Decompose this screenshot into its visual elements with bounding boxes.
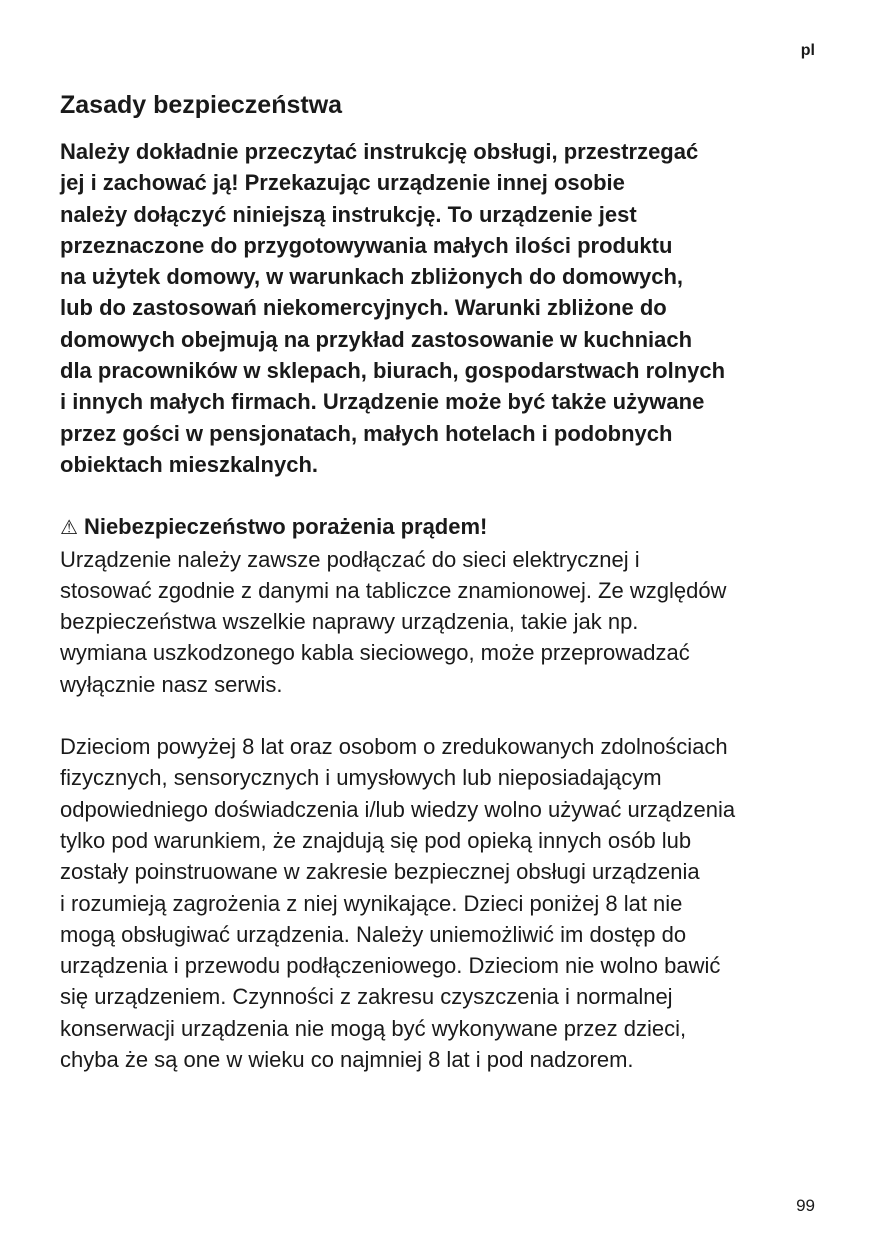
warning-line: wyłącznie nasz serwis. bbox=[60, 671, 283, 697]
children-line: zostały poinstruowane w zakresie bezpiecznej obsługi urządzenia bbox=[60, 859, 700, 885]
intro-line: przez gości w pensjonatach, małych hotelach i podobnych bbox=[60, 420, 673, 446]
children-line: urządzenia i przewodu podłączeniowego. Dzieciom nie wolno bawić bbox=[60, 953, 721, 979]
warning-heading-text: Niebezpieczeństwo porażenia prądem! bbox=[83, 514, 488, 540]
children-line: mogą obsługiwać urządzenia. Należy uniemożliwić im dostęp do bbox=[60, 921, 687, 947]
children-line: chyba że są one w wieku co najmniej 8 lat i pod nadzorem. bbox=[60, 1047, 634, 1073]
safety-section bbox=[60, 89, 830, 1075]
warning-line: stosować zgodnie z danymi na tabliczce znamionowej. Ze względów bbox=[60, 577, 727, 603]
intro-line: należy dołączyć niniejszą instrukcję. To urządzenie jest bbox=[60, 201, 637, 227]
children-safety-paragraph bbox=[60, 731, 830, 1075]
electric-shock-warning bbox=[60, 511, 830, 700]
warning-line: wymiana uszkodzonego kabla sieciowego, może przeprowadzać bbox=[60, 640, 690, 666]
language-code: pl bbox=[800, 42, 815, 59]
children-line: Dzieciom powyżej 8 lat oraz osobom o zredukowanych zdolnościach bbox=[60, 734, 728, 760]
children-line: konserwacji urządzenia nie mogą być wykonywane przez dzieci, bbox=[60, 1015, 687, 1041]
intro-paragraph bbox=[60, 136, 830, 480]
warning-line: bezpieczeństwa wszelkie naprawy urządzenia, takie jak np. bbox=[60, 609, 639, 635]
intro-line: domowych obejmują na przykład zastosowanie w kuchniach bbox=[60, 326, 693, 352]
children-line: tylko pod warunkiem, że znajdują się pod opieką innych osób lub bbox=[60, 827, 692, 853]
intro-line: przeznaczone do przygotowywania małych ilości produktu bbox=[60, 232, 673, 258]
children-line: i rozumieją zagrożenia z niej wynikające. Dzieci poniżej 8 lat nie bbox=[60, 890, 683, 916]
intro-line: dla pracowników w sklepach, biurach, gospodarstwach rolnych bbox=[60, 358, 726, 384]
children-line: odpowiedniego doświadczenia i/lub wiedzy wolno używać urządzenia bbox=[60, 796, 736, 822]
warning-line: Urządzenie należy zawsze podłączać do sieci elektrycznej i bbox=[60, 546, 640, 572]
section-title: Zasady bezpieczeństwa bbox=[60, 91, 343, 119]
children-line: fizycznych, sensorycznych i umysłowych lub nieposiadającym bbox=[60, 765, 662, 791]
intro-line: lub do zastosowań niekomercyjnych. Warunki zbliżone do bbox=[60, 295, 667, 321]
warning-paragraph bbox=[60, 544, 830, 700]
intro-line: na użytek domowy, w warunkach zbliżonych do domowych, bbox=[60, 264, 684, 290]
intro-line: i innych małych firmach. Urządzenie może być także używane bbox=[60, 389, 705, 415]
intro-line: Należy dokładnie przeczytać instrukcję obsługi, przestrzegać bbox=[60, 139, 699, 164]
intro-line: jej i zachować ją! Przekazując urządzenie innej osobie bbox=[60, 170, 625, 196]
warning-triangle-icon: ⚠ bbox=[60, 515, 78, 540]
intro-line: obiektach mieszkalnych. bbox=[60, 451, 318, 477]
page-number: 99 bbox=[796, 1196, 815, 1215]
children-line: się urządzeniem. Czynności z zakresu czyszczenia i normalnej bbox=[60, 984, 673, 1010]
warning-heading bbox=[60, 511, 830, 543]
